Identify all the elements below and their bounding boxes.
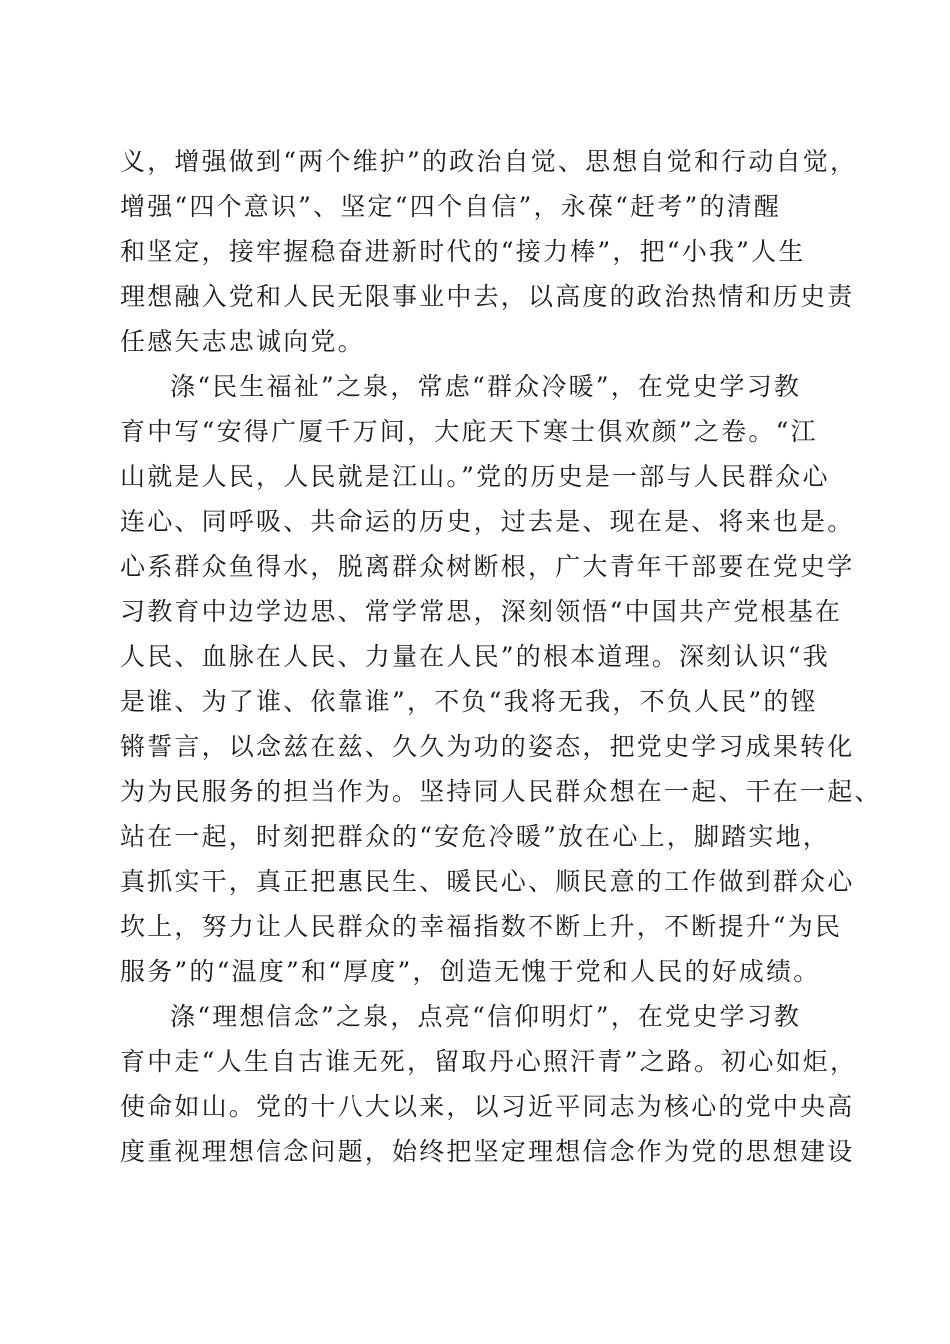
text-line: 坎上，努力让人民群众的幸福指数不断上升，不断提升“为民 (120, 912, 843, 941)
text-line: 心系群众鱼得水，脱离群众树断根，广大青年干部要在党史学 (120, 552, 855, 581)
text-line: 育中走“人生自古谁无死，留取丹心照汗青”之路。初心如炬， (120, 1047, 858, 1076)
text-line: 度重视理想信念问题，始终把坚定理想信念作为党的思想建设 (120, 1137, 855, 1166)
paragraph-start-line: 涤“理想信念”之泉，点亮“信仰明灯”，在党史学习教 (170, 1002, 802, 1031)
text-line: 育中写“安得广厦千万间，大庇天下寒士俱欢颜”之卷。“江 (120, 417, 818, 446)
text-line: 使命如山。党的十八大以来，以习近平同志为核心的党中央高 (120, 1092, 855, 1121)
text-line: 服务”的“温度”和“厚度”，创造无愧于党和人民的好成绩。 (120, 957, 821, 986)
text-line: 任感矢志忠诚向党。 (120, 327, 365, 356)
text-line: 站在一起，时刻把群众的“安危冷暖”放在心上，脚踏实地， (120, 822, 830, 851)
text-line: 连心、同呼吸、共命运的历史，过去是、现在是、将来也是。 (120, 507, 855, 536)
text-line: 理想融入党和人民无限事业中去，以高度的政治热情和历史责 (120, 282, 855, 311)
text-line: 为为民服务的担当作为。坚持同人民群众想在一起、干在一起、 (120, 777, 882, 806)
text-line: 是谁、为了谁、依靠谁”，不负“我将无我，不负人民”的铿 (120, 687, 818, 716)
text-line: 增强“四个意识”、坚定“四个自信”，永葆“赶考”的清醒 (120, 192, 782, 221)
text-line: 锵誓言，以念兹在兹、久久为功的姿态，把党史学习成果转化 (120, 732, 855, 761)
paragraph-start-line: 涤“民生福祉”之泉，常虑“群众冷暖”，在党史学习教 (170, 372, 802, 401)
text-line: 习教育中边学边思、常学常思，深刻领悟“中国共产党根基在 (120, 597, 843, 626)
text-line: 和坚定，接牢握稳奋进新时代的“接力棒”，把“小我”人生 (120, 237, 806, 266)
text-line: 义，增强做到“两个维护”的政治自觉、思想自觉和行动自觉， (120, 147, 858, 176)
text-line: 人民、血脉在人民、力量在人民”的根本道理。深刻认识“我 (120, 642, 830, 671)
text-line: 真抓实干，真正把惠民生、暖民心、顺民意的工作做到群众心 (120, 867, 855, 896)
text-line: 山就是人民，人民就是江山。”党的历史是一部与人民群众心 (120, 462, 830, 491)
